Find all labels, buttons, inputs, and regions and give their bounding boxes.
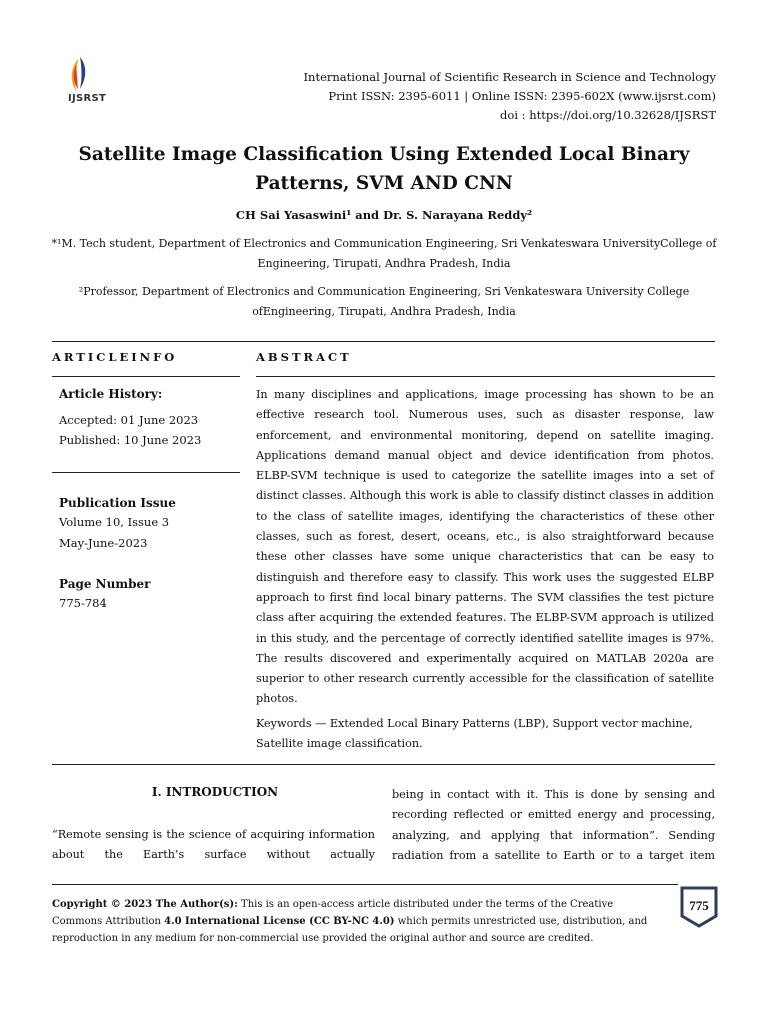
- published-date: Published: 10 June 2023: [59, 433, 202, 447]
- license-text-a: This is an open-access article distributed under the terms of the Creative Commons Attribution: [52, 899, 614, 927]
- keywords: Keywords — Extended Local Binary Patterns (LBP), Support vector machine, Satellite image classification.: [256, 717, 693, 751]
- journal-logo-text: IJSRST: [68, 93, 107, 104]
- affiliation-1: *¹M. Tech student, Department of Electronics and Communication Engineering, Sri Venkateswara UniversityCollege of Engineering, Tirupati, Andhra Pradesh, India: [51, 237, 717, 270]
- articleinfo-heading: ARTICLEINFO: [52, 350, 178, 364]
- page-number-label: Page Number: [59, 577, 151, 591]
- page-badge-shield-icon: [680, 886, 718, 928]
- author-list: CH Sai Yasaswini¹ and Dr. S. Narayana Reddy²: [235, 208, 533, 222]
- copyright-notice: [52, 896, 662, 947]
- introduction-text-col2: being in contact with it. This is done by sensing and recording reflected or emitted energy and processing, analyzing, and applying that information”. Sending radiation from a satellite to Earth or to a target item: [392, 788, 715, 862]
- doi-link[interactable]: doi : https://doi.org/10.32628/IJSRST: [500, 108, 716, 122]
- paper-title: Satellite Image Classification Using Extended Local Binary Patterns, SVM AND CNN: [78, 144, 690, 194]
- page-number-text: 775: [689, 898, 709, 913]
- issue-period: May-June-2023: [59, 536, 148, 550]
- copyright-label: Copyright © 2023 The Author(s):: [52, 899, 238, 910]
- articleinfo-divider: [52, 376, 240, 377]
- affiliation-2: ²Professor, Department of Electronics and Communication Engineering, Sri Venkateswara University College ofEngineering, Tirupati, Andhra Pradesh, India: [78, 285, 690, 318]
- abstract-text: In many disciplines and applications, image processing has shown to be an effective research tool. Numerous uses, such as disaster response, law enforcement, and environmental monitoring, depend on satellite imaging. Applications demand manual object and device identification from photos. ELBP-SVM technique is used to categorize the satellite images into a set of distinct classes. Although this work is able to classify distinct classes in addition to the class of satellite images, identifying the characteristics of these other classes, such as forest, desert, oceans, etc., is also straightforward because these other classes have some unique characteristics that can be easy to distinguish and therefore easy to classify. This work uses the suggested ELBP approach to first find local binary patterns. The SVM classifies the test picture class after acquiring the extended features. The ELBP-SVM approach is utilized in this study, and the percentage of correctly identified satellite images is 97%. The results discovered and experimentally acquired on MATLAB 2020a are superior to other research currently accessible for the classification of satellite photos.: [256, 388, 714, 706]
- body-divider: [52, 764, 715, 765]
- accepted-date: Accepted: 01 June 2023: [59, 413, 199, 427]
- journal-name: International Journal of Scientific Research in Science and Technology: [303, 70, 716, 84]
- volume-issue: Volume 10, Issue 3: [59, 515, 170, 529]
- section-divider: [52, 341, 715, 342]
- abstract-divider: [256, 376, 715, 377]
- issn-line: Print ISSN: 2395-6011 | Online ISSN: 2395-602X (www.ijsrst.com): [328, 89, 716, 103]
- article-history-divider: [52, 472, 240, 473]
- license-text-b: which permits unrestricted use, distribution, and reproduction in any medium for non-commercial use provided the original author and source are credited.: [52, 916, 648, 944]
- publication-issue-label: Publication Issue: [59, 496, 176, 510]
- license-name: 4.0 International License (CC BY-NC 4.0): [164, 916, 395, 927]
- page-number-badge: [680, 886, 718, 928]
- article-history-label: Article History:: [59, 387, 163, 401]
- abstract-heading: ABSTRACT: [256, 350, 352, 364]
- page-range: 775-784: [59, 596, 107, 610]
- footer-divider: [52, 884, 678, 885]
- introduction-heading: I. INTRODUCTION: [151, 785, 279, 799]
- introduction-text-col1: “Remote sensing is the science of acquiring information about the Earth’s surface without actually: [52, 828, 375, 862]
